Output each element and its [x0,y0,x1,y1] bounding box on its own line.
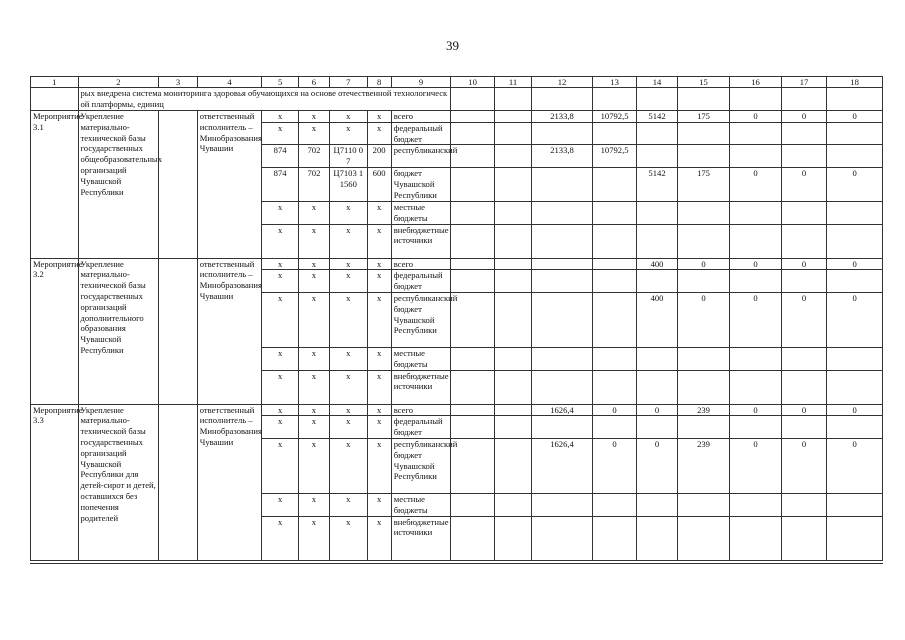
measure-executor: ответственный исполнитель – Минобразования Чувашии [197,258,262,404]
table-cell [532,493,593,516]
funding-source: республиканский бюджет Чувашской Республики [391,438,451,493]
financing-table [30,76,883,561]
table-cell: 175 [677,111,730,123]
table-cell [827,347,883,370]
measure-title: Укрепление материально-технической базы государственных общеобразовательных организаций Чувашской Республики [78,111,159,259]
table-cell: 239 [677,438,730,493]
table-cell [827,224,883,258]
funding-source: федеральный бюджет [391,416,451,439]
table-cell [730,122,782,145]
funding-source: внебюджетные источники [391,224,451,258]
table-cell: 0 [730,167,782,201]
column-number: 10 [451,77,494,88]
table-cell [494,438,531,493]
table-cell: 0 [827,438,883,493]
table-cell [827,145,883,168]
funding-source: внебюджетные источники [391,516,451,560]
table-cell [730,493,782,516]
table-cell: x [262,416,298,439]
table-cell: Ц7103 11560 [330,167,367,201]
column-number: 12 [532,77,593,88]
column-number: 16 [730,77,782,88]
page-number: 39 [446,38,459,53]
table-cell: x [262,370,298,404]
column-number: 2 [78,77,159,88]
table-cell [532,270,593,293]
table-cell: x [367,516,391,560]
table-cell [827,122,883,145]
table-cell: 10792,5 [592,145,636,168]
table-cell: x [367,370,391,404]
continuation-row [31,88,883,111]
table-cell [451,145,494,168]
table-cell: x [330,493,367,516]
column-number: 14 [637,77,677,88]
table-cell: 0 [827,167,883,201]
table-cell: x [262,111,298,123]
table-cell: 5142 [637,111,677,123]
table-cell [730,347,782,370]
table-cell: x [367,258,391,270]
table-cell: 1626,4 [532,438,593,493]
table-cell [451,404,494,416]
table-cell [532,224,593,258]
table-cell [827,201,883,224]
funding-source: всего [391,258,451,270]
table-cell: 0 [592,438,636,493]
table-cell: 0 [730,292,782,347]
table-cell [592,416,636,439]
table-cell: x [262,347,298,370]
table-cell [159,404,197,560]
table-cell [451,111,494,123]
table-cell [494,167,531,201]
table-cell [532,292,593,347]
table-cell [730,416,782,439]
table-cell: 0 [730,258,782,270]
table-cell [677,145,730,168]
table-cell: x [298,292,329,347]
table-cell [451,88,494,111]
table-cell [637,347,677,370]
measure-executor: ответственный исполнитель – Минобразования Чувашии [197,111,262,259]
table-cell: 400 [637,292,677,347]
table-cell: 0 [677,292,730,347]
table-cell: 2133,8 [532,145,593,168]
table-cell [781,347,826,370]
table-cell: x [330,370,367,404]
table-cell [730,145,782,168]
table-cell: x [262,122,298,145]
table-cell: 400 [637,258,677,270]
table-cell [827,493,883,516]
table-cell [781,122,826,145]
table-cell: 0 [827,292,883,347]
table-cell: Ц7110 07 [330,145,367,168]
table-cell [677,122,730,145]
table-cell: 0 [781,111,826,123]
column-number-row [31,77,883,88]
table-cell [532,516,593,560]
table-cell: x [367,404,391,416]
table-row [31,111,883,123]
table-cell [781,224,826,258]
table-cell [494,224,531,258]
table-cell [494,258,531,270]
funding-source: местные бюджеты [391,201,451,224]
table-cell: 2133,8 [532,111,593,123]
measure-executor: ответственный исполнитель – Минобразования Чувашии [197,404,262,560]
table-cell: x [262,493,298,516]
table-cell: x [298,258,329,270]
measure-title: Укрепление материально-технической базы государственных организаций дополнительного образования Чувашской Республики [78,258,159,404]
table-cell [637,370,677,404]
table-cell: x [330,258,367,270]
table-cell: 1626,4 [532,404,593,416]
column-number: 5 [262,77,298,88]
table-cell [532,416,593,439]
table-row [31,404,883,416]
table-cell [781,201,826,224]
table-cell [637,224,677,258]
table-cell [494,347,531,370]
table-cell: 5142 [637,167,677,201]
table-cell [730,370,782,404]
table-cell: 0 [781,292,826,347]
table-cell [451,224,494,258]
table-cell: x [367,201,391,224]
table-cell [781,416,826,439]
table-cell: 0 [781,438,826,493]
measure-label: Мероприятие 3.2 [31,258,79,404]
table-cell: x [298,438,329,493]
table-cell [494,145,531,168]
table-cell: x [330,347,367,370]
table-cell: 0 [827,404,883,416]
table-cell [637,122,677,145]
table-cell: x [330,404,367,416]
table-cell [494,201,531,224]
table-cell [592,292,636,347]
table-cell: x [367,416,391,439]
table-cell: 0 [781,404,826,416]
table-cell: 0 [637,404,677,416]
table-cell [592,167,636,201]
column-number: 1 [31,77,79,88]
table-cell [592,201,636,224]
table-cell [637,145,677,168]
table-cell [677,347,730,370]
funding-source: всего [391,111,451,123]
table-cell [451,370,494,404]
table-cell [730,516,782,560]
table-bottom-rule [30,563,883,564]
table-cell: x [367,270,391,293]
table-cell [637,88,677,111]
table-cell [532,347,593,370]
table-cell [781,270,826,293]
table-cell [451,438,494,493]
table-cell [451,270,494,293]
table-cell: x [367,292,391,347]
table-cell [677,270,730,293]
table-cell [532,88,593,111]
table-cell: 0 [730,404,782,416]
table-cell: x [298,201,329,224]
table-cell [494,292,531,347]
table-cell [494,111,531,123]
table-cell: 10792,5 [592,111,636,123]
measure-label: Мероприятие 3.1 [31,111,79,259]
table-cell [451,347,494,370]
table-cell [451,122,494,145]
table-cell: x [367,224,391,258]
table-cell: x [367,493,391,516]
funding-source: республиканский бюджет Чувашской Республики [391,292,451,347]
table-cell: x [330,416,367,439]
table-cell: x [298,347,329,370]
table-cell [781,145,826,168]
table-cell [730,201,782,224]
funding-source: бюджет Чувашской Республики [391,167,451,201]
funding-source: местные бюджеты [391,493,451,516]
table-cell: x [330,292,367,347]
table-cell [532,370,593,404]
funding-source: внебюджетные источники [391,370,451,404]
table-cell [451,493,494,516]
table-cell: x [298,270,329,293]
table-cell [494,516,531,560]
table-cell [677,201,730,224]
table-cell [827,416,883,439]
table-cell [781,88,826,111]
table-cell [494,404,531,416]
table-cell [637,416,677,439]
table-cell: 0 [637,438,677,493]
table-cell [494,270,531,293]
table-cell: 0 [827,111,883,123]
table-cell: x [330,111,367,123]
continuation-text: рых внедрена система мониторинга здоровья обучающихся на основе отечественной технологической платформы, единиц [78,88,451,111]
column-number: 13 [592,77,636,88]
table-cell: x [262,201,298,224]
column-number: 4 [197,77,262,88]
table-cell [592,270,636,293]
table-cell [494,370,531,404]
table-cell [677,88,730,111]
table-cell: x [298,416,329,439]
table-cell [730,224,782,258]
column-number: 9 [391,77,451,88]
table-cell [677,224,730,258]
table-cell [494,416,531,439]
table-cell: x [298,516,329,560]
table-cell [159,258,197,404]
table-cell: x [262,516,298,560]
funding-source: республиканский [391,145,451,168]
table-cell: 0 [827,258,883,270]
table-cell: 200 [367,145,391,168]
table-cell: x [298,122,329,145]
table-cell: 600 [367,167,391,201]
table-cell [827,270,883,293]
table-cell [592,122,636,145]
table-cell: x [330,270,367,293]
table-cell [677,493,730,516]
table-cell [494,122,531,145]
table-cell [592,258,636,270]
table-cell: x [298,111,329,123]
table-cell: 239 [677,404,730,416]
table-cell [532,201,593,224]
table-cell [592,370,636,404]
column-number: 18 [827,77,883,88]
table-cell: x [262,258,298,270]
table-cell [451,167,494,201]
table-cell [592,224,636,258]
table-cell: x [367,347,391,370]
column-number: 15 [677,77,730,88]
table-cell: 874 [262,167,298,201]
table-cell [730,88,782,111]
table-cell [532,258,593,270]
table-cell [159,111,197,259]
table-cell: x [262,292,298,347]
funding-source: федеральный бюджет [391,270,451,293]
table-cell [451,416,494,439]
table-row [31,258,883,270]
table-cell [637,493,677,516]
table-cell [677,416,730,439]
table-cell: 0 [781,258,826,270]
column-number: 11 [494,77,531,88]
column-number: 7 [330,77,367,88]
table-cell [637,270,677,293]
table-cell: 0 [730,438,782,493]
table-cell: x [262,404,298,416]
table-cell [827,370,883,404]
table-cell [451,201,494,224]
table-cell [637,516,677,560]
column-number: 8 [367,77,391,88]
table-cell: x [298,370,329,404]
table-cell: x [298,404,329,416]
column-number: 17 [781,77,826,88]
table-cell [730,270,782,293]
table-cell [451,516,494,560]
table-cell [592,88,636,111]
table-cell [677,370,730,404]
table-cell: x [367,438,391,493]
table-cell [827,88,883,111]
table-cell: x [298,224,329,258]
table-cell: 0 [592,404,636,416]
funding-source: федеральный бюджет [391,122,451,145]
table-cell [677,516,730,560]
table-cell [592,493,636,516]
table-cell [494,88,531,111]
table-cell: x [330,438,367,493]
table-cell: 702 [298,167,329,201]
table-cell: 702 [298,145,329,168]
column-number: 6 [298,77,329,88]
table-cell: x [330,224,367,258]
table-cell: 175 [677,167,730,201]
funding-source: всего [391,404,451,416]
column-number: 3 [159,77,197,88]
table-cell: 0 [781,167,826,201]
table-cell: x [298,493,329,516]
table-cell: x [262,270,298,293]
table-cell [781,493,826,516]
table-cell [451,258,494,270]
table-cell [31,88,79,111]
table-cell [532,167,593,201]
table-cell: x [330,516,367,560]
table-cell: x [367,111,391,123]
table-cell [827,516,883,560]
table-cell: 0 [730,111,782,123]
table-cell: x [330,122,367,145]
table-cell: x [367,122,391,145]
table-cell [781,516,826,560]
measure-label: Мероприятие 3.3 [31,404,79,560]
table-cell [781,370,826,404]
table-cell [592,347,636,370]
measure-title: Укрепление материально-технической базы государственных организаций Чувашской Республики для детей-сирот и детей, оставшихся без попечения родителей [78,404,159,560]
table-cell [532,122,593,145]
table-cell: x [262,224,298,258]
funding-source: местные бюджеты [391,347,451,370]
table-cell: 0 [677,258,730,270]
table-cell [494,493,531,516]
table-cell [637,201,677,224]
table-cell [592,516,636,560]
table-cell: 874 [262,145,298,168]
table-cell: x [262,438,298,493]
table-cell: x [330,201,367,224]
table-cell [451,292,494,347]
